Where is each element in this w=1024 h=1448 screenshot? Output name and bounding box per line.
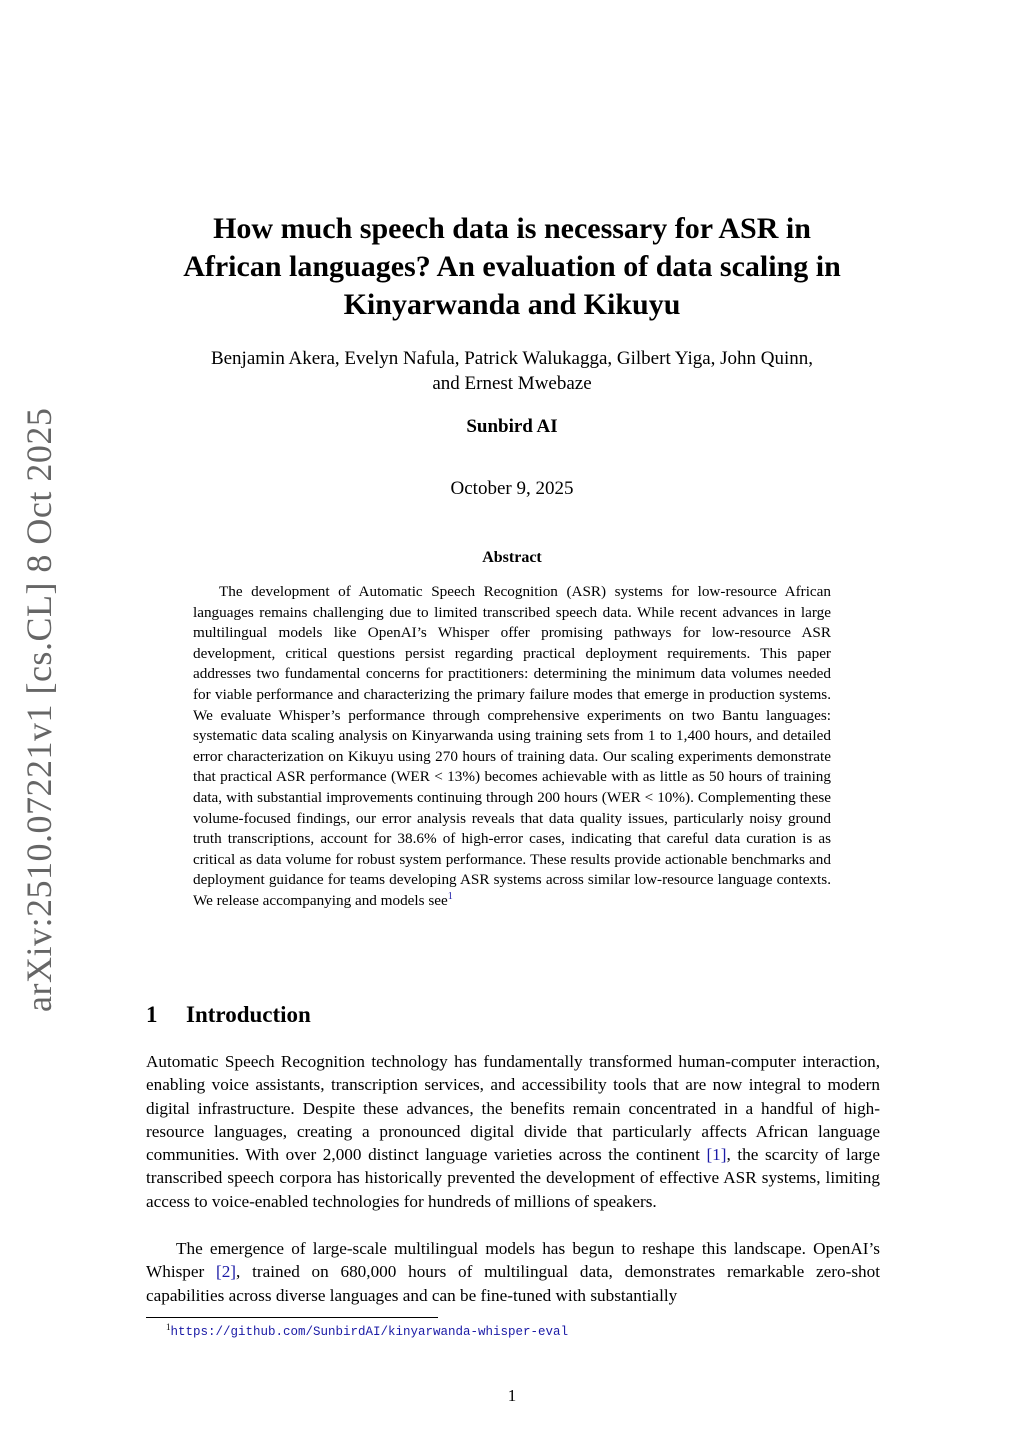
paper-title [140,210,884,324]
footnote-reference-link[interactable]: 1 [447,890,453,902]
abstract-body-text: The development of Automatic Speech Recognition (ASR) systems for low-resource African languages remains challenging due to limited transcribed speech data. While recent advances in large multilingual models like OpenAI’s Whisper offer promising pathways for low-resource ASR development, critical questions persist regarding practical deployment requirements. This paper addresses two fundamental concerns for practitioners: determining the minimum data volumes needed for viable performance and characterizing the primary failure modes that emerge in production systems. We evaluate Whisper’s performance through comprehensive experiments on two Bantu languages: systematic data scaling analysis on Kinyarwanda using training sets from 1 to 1,400 hours, and detailed error characterization on Kikuyu using 270 hours of training data. Our scaling experiments demonstrate that practical ASR performance (WER < 13%) becomes achievable with as little as 50 hours of training data, with substantial improvements continuing through 200 hours (WER < 10%). Complementing these volume-focused findings, our error analysis reveals that data quality issues, particularly noisy ground truth transcriptions, account for 38.6% of high-error cases, indicating that careful data curation is as critical as data volume for robust system performance. These results provide actionable benchmarks and deployment guidance for teams developing ASR systems across similar low-resource language contexts. We release accompanying and models see [193,583,831,909]
section-title: Introduction [186,1002,311,1027]
citation-link-1[interactable]: [1] [706,1145,727,1165]
intro-paragraph-2 [146,1237,880,1307]
arxiv-identifier: arXiv:2510.07221v1 [cs.CL] 8 Oct 2025 [19,407,59,1012]
title-line-1: How much speech data is necessary for ASR in [213,212,811,245]
intro-p1-text-a: Automatic Speech Recognition technology has fundamentally transformed human-computer interaction, enabling voice assistants, transcription services, and accessibility tools that are now integral to modern digital infrastructure. Despite these advances, the benefits remain concentrated in a handful of high-resource languages, creating a pronounced digital divide that particularly affects African language communities. With over 2,000 distinct language varieties across the continent [146,1052,880,1165]
intro-paragraph-1 [146,1050,880,1213]
footnote-divider [146,1317,438,1318]
affiliation: Sunbird AI [466,416,558,437]
section-heading-introduction [146,1002,311,1028]
abstract-heading: Abstract [482,549,542,566]
citation-link-2[interactable]: [2] [215,1262,237,1282]
page-number: 1 [507,1386,517,1405]
title-line-3: Kinyarwanda and Kikuyu [343,288,681,321]
title-line-2: African languages? An evaluation of data scaling in [183,250,841,283]
intro-p2-text-a: The emergence of large-scale multilingual models has begun to reshape this landscape. OpenAI’s Whisper [146,1239,880,1282]
footnote-url-link[interactable]: https://github.com/SunbirdAI/kinyarwanda-whisper-eval [170,1325,569,1340]
abstract-text [193,582,831,912]
footnote [166,1322,568,1339]
authors-line-2: and Ernest Mwebaze [432,373,592,394]
publication-date: October 9, 2025 [450,478,574,499]
footnote-mark: 1 [166,1322,171,1332]
intro-p2-text-b: , trained on 680,000 hours of multilingual data, demonstrates remarkable zero-shot capabilities across diverse languages and can be fine-tuned with substantially [146,1262,880,1305]
section-number: 1 [146,1002,158,1027]
authors-line-1: Benjamin Akera, Evelyn Nafula, Patrick Walukagga, Gilbert Yiga, John Quinn, [210,348,814,369]
author-list [140,346,884,396]
intro-p1-text-b: , the scarcity of large transcribed speech corpora has historically prevented the development of effective ASR systems, limiting access to voice-enabled technologies for hundreds of millions of speakers. [146,1145,880,1211]
